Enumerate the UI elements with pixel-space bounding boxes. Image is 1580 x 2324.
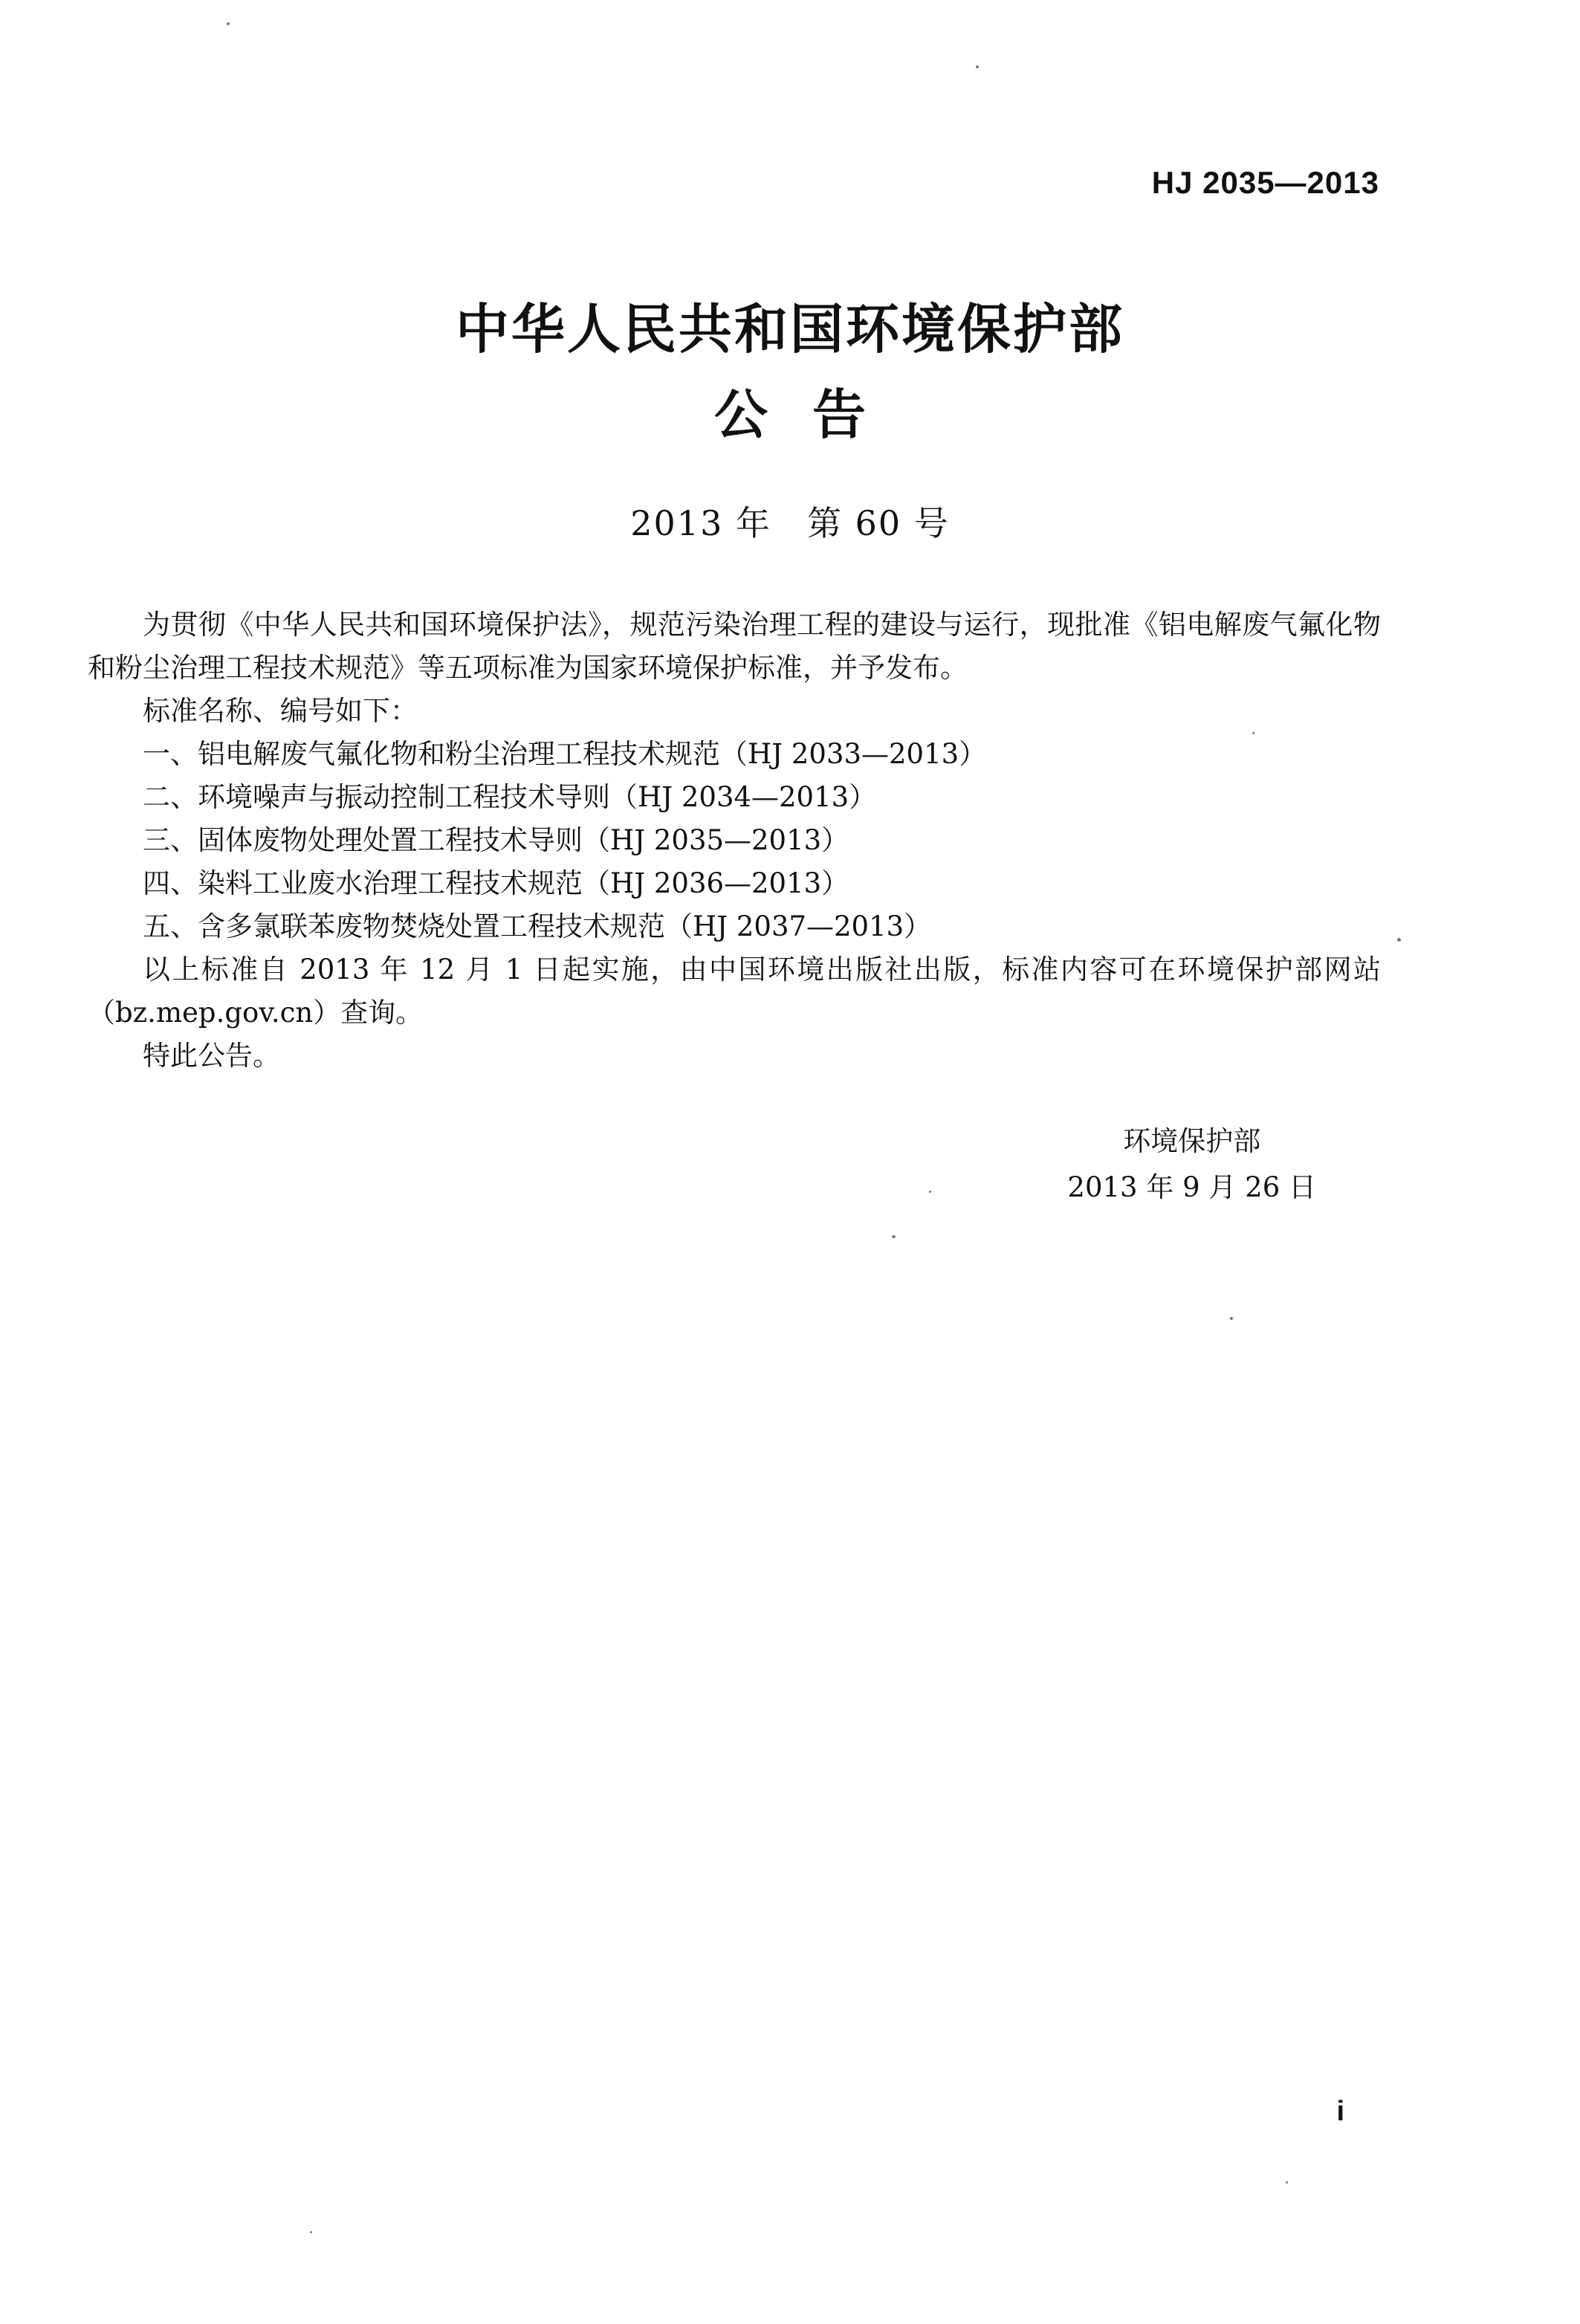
standard-item-1: 一、铝电解废气氟化物和粉尘治理工程技术规范（HJ 2033—2013） xyxy=(143,738,987,770)
scan-speck xyxy=(929,1191,931,1193)
issue-date: 2013 年 9 月 26 日 xyxy=(1067,1171,1316,1203)
standard-item-5: 五、含多氯联苯废物焚烧处置工程技术规范（HJ 2037—2013） xyxy=(143,910,932,942)
scan-speck xyxy=(1252,732,1254,734)
intro-paragraph: 为贯彻《中华人民共和国环境保护法》，规范污染治理工程的建设与运行，现批准《铝电解废气氟化物和粉尘治理工程技术规范》等五项标准为国家环境保护标准，并予发布。 xyxy=(88,609,1381,684)
scan-speck xyxy=(1286,2181,1288,2184)
signature-block xyxy=(1067,1119,1316,1211)
scan-speck xyxy=(1397,938,1401,942)
notice-number: 2013 年 第 60 号 xyxy=(630,503,950,543)
list-heading: 标准名称、编号如下： xyxy=(143,695,418,727)
closing-line: 特此公告。 xyxy=(143,1040,280,1072)
issuer-name: 环境保护部 xyxy=(1123,1125,1261,1157)
scan-speck xyxy=(976,65,979,68)
scan-speck xyxy=(892,1235,896,1238)
standard-item-2: 二、环境噪声与振动控制工程技术导则（HJ 2034—2013） xyxy=(143,781,877,813)
effective-paragraph: 以上标准自 2013 年 12 月 1 日起实施，由中国环境出版社出版，标准内容可在环境保护部网站（bz.mep.gov.cn）查询。 xyxy=(88,954,1381,1029)
scan-speck xyxy=(1230,1317,1233,1320)
notice-title: 公告 xyxy=(713,383,910,446)
standard-item-3: 三、固体废物处理处置工程技术导则（HJ 2035—2013） xyxy=(143,824,849,856)
agency-title: 中华人民共和国环境保护部 xyxy=(455,298,1124,360)
notice-body xyxy=(88,603,1381,1078)
scan-speck xyxy=(227,22,230,25)
scan-speck xyxy=(310,2231,312,2233)
standard-item-4: 四、染料工业废水治理工程技术规范（HJ 2036—2013） xyxy=(143,867,849,899)
page-number: i xyxy=(1336,2096,1344,2127)
standard-code: HJ 2035—2013 xyxy=(1151,165,1379,200)
